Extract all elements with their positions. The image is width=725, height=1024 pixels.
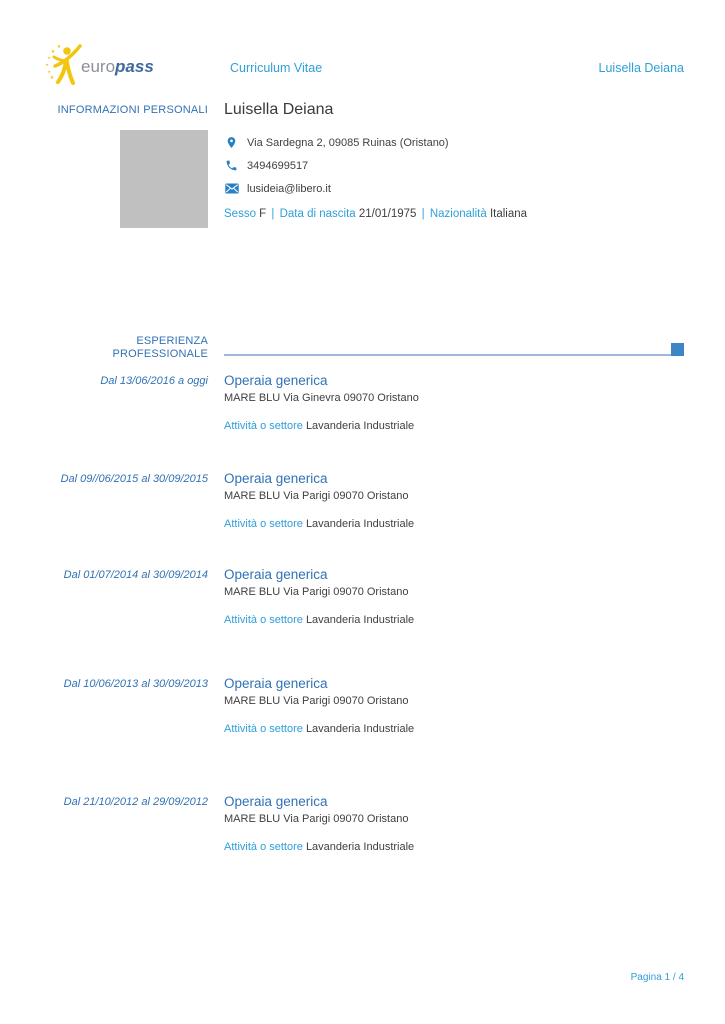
attivita-value: Lavanderia Industriale bbox=[305, 723, 415, 735]
europass-logo-icon bbox=[45, 42, 155, 88]
entry-date-range: Dal 01/07/2014 al 30/09/2014 bbox=[63, 569, 208, 581]
experience-section-header bbox=[0, 335, 725, 361]
contact-list bbox=[224, 131, 684, 200]
entry-job-title: Operaia generica bbox=[224, 471, 328, 486]
attivita-value: Lavanderia Industriale bbox=[305, 841, 415, 853]
envelope-icon bbox=[224, 181, 239, 196]
personal-info-section-label: INFORMAZIONI PERSONALI bbox=[57, 104, 208, 116]
phone-line bbox=[224, 154, 684, 177]
experience-entry bbox=[0, 470, 725, 531]
entry-employer: MARE BLU Via Parigi 09070 Oristano bbox=[224, 695, 409, 707]
personal-info-section bbox=[0, 100, 725, 228]
entry-job-title: Operaia generica bbox=[224, 676, 328, 691]
experience-label-column bbox=[45, 335, 208, 361]
entry-date-range: Dal 09//06/2015 al 30/09/2015 bbox=[60, 473, 208, 485]
attivita-label: Attività o settore bbox=[224, 841, 303, 853]
personal-info-content bbox=[224, 100, 684, 228]
entry-content bbox=[224, 566, 684, 627]
page-header bbox=[45, 42, 684, 90]
email-line bbox=[224, 177, 684, 200]
photo-container bbox=[45, 130, 208, 228]
experience-entry bbox=[0, 566, 725, 627]
entry-content bbox=[224, 675, 684, 736]
attivita-value: Lavanderia Industriale bbox=[305, 518, 415, 530]
nascita-label: Data di nascita bbox=[279, 208, 356, 220]
section-rule-square bbox=[671, 343, 684, 356]
experience-entry bbox=[0, 372, 725, 433]
header-author-name: Luisella Deiana bbox=[598, 60, 684, 75]
svg-text:★: ★ bbox=[54, 80, 60, 86]
svg-text:★: ★ bbox=[56, 44, 62, 50]
attivita-value: Lavanderia Industriale bbox=[305, 614, 415, 626]
attivita-value: Lavanderia Industriale bbox=[305, 420, 415, 432]
logo-text-pass: pass bbox=[115, 57, 154, 76]
entry-date-range: Dal 10/06/2013 al 30/09/2013 bbox=[63, 678, 208, 690]
address-text: Via Sardegna 2, 09085 Ruinas (Oristano) bbox=[247, 136, 449, 149]
attivita-label: Attività o settore bbox=[224, 518, 303, 530]
nascita-value: 21/01/1975 bbox=[358, 208, 417, 220]
experience-entry bbox=[0, 675, 725, 736]
entry-content bbox=[224, 470, 684, 531]
entry-employer: MARE BLU Via Parigi 09070 Oristano bbox=[224, 586, 409, 598]
section-rule bbox=[224, 335, 684, 361]
entry-sector-line bbox=[224, 722, 684, 736]
page-number: Pagina 1 / 4 bbox=[630, 972, 684, 983]
entry-sector-line bbox=[224, 517, 684, 531]
entry-sector-line bbox=[224, 840, 684, 854]
entry-sector-line bbox=[224, 613, 684, 627]
entry-job-title: Operaia generica bbox=[224, 373, 328, 388]
attivita-label: Attività o settore bbox=[224, 614, 303, 626]
entry-employer: MARE BLU Via Parigi 09070 Oristano bbox=[224, 813, 409, 825]
entry-employer: MARE BLU Via Parigi 09070 Oristano bbox=[224, 490, 409, 502]
profile-photo-placeholder bbox=[120, 130, 208, 228]
entry-job-title: Operaia generica bbox=[224, 794, 328, 809]
svg-text:europass bbox=[81, 57, 154, 76]
person-name-heading: Luisella Deiana bbox=[224, 101, 334, 118]
phone-text: 3494699517 bbox=[247, 159, 309, 172]
svg-text:★: ★ bbox=[47, 55, 51, 60]
entry-job-title: Operaia generica bbox=[224, 567, 328, 582]
svg-text:★: ★ bbox=[45, 62, 49, 67]
phone-icon bbox=[224, 158, 239, 173]
entry-content bbox=[224, 372, 684, 433]
logo-text-euro: euro bbox=[81, 57, 116, 76]
separator: | bbox=[271, 208, 275, 220]
demographics-line bbox=[224, 208, 684, 220]
email-text: lusideia@libero.it bbox=[247, 182, 331, 195]
entry-employer: MARE BLU Via Ginevra 09070 Oristano bbox=[224, 392, 419, 404]
document-title: Curriculum Vitae bbox=[230, 60, 323, 75]
europass-logo bbox=[45, 42, 230, 93]
address-line bbox=[224, 131, 684, 154]
entry-date-range: Dal 13/06/2016 a oggi bbox=[100, 375, 208, 387]
svg-text:★: ★ bbox=[47, 69, 51, 74]
experience-entry bbox=[0, 793, 725, 854]
nazionalita-label: Nazionalità bbox=[429, 208, 487, 220]
section-rule-line bbox=[224, 354, 682, 356]
location-pin-icon bbox=[224, 135, 239, 150]
experience-section-label-line1: ESPERIENZA bbox=[136, 335, 208, 347]
entry-sector-line bbox=[224, 419, 684, 433]
attivita-label: Attività o settore bbox=[224, 420, 303, 432]
svg-text:★: ★ bbox=[50, 49, 56, 55]
attivita-label: Attività o settore bbox=[224, 723, 303, 735]
entry-date-range: Dal 21/10/2012 al 29/09/2012 bbox=[63, 796, 208, 808]
personal-info-label-column bbox=[45, 100, 208, 228]
separator: | bbox=[421, 208, 425, 220]
entry-content bbox=[224, 793, 684, 854]
sesso-value: F bbox=[259, 208, 267, 220]
experience-section-label-line2: PROFESSIONALE bbox=[112, 348, 208, 360]
sesso-label: Sesso bbox=[224, 208, 256, 220]
svg-text:★: ★ bbox=[49, 75, 55, 81]
nazionalita-value: Italiana bbox=[489, 208, 528, 220]
